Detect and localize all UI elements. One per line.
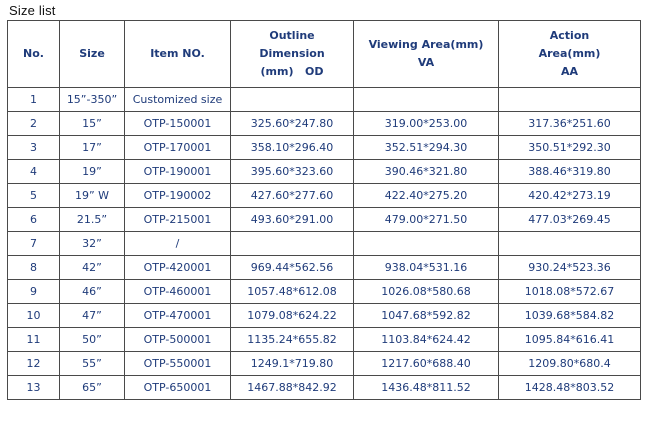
- cell-outline-dimension: [231, 88, 354, 112]
- header-size: Size: [60, 21, 125, 88]
- cell-outline-dimension: 325.60*247.80: [231, 112, 354, 136]
- cell-size: 55”: [60, 352, 125, 376]
- table-row: [8, 112, 641, 136]
- table-row: [8, 208, 641, 232]
- cell-viewing-area: 422.40*275.20: [354, 184, 499, 208]
- cell-viewing-area: 390.46*321.80: [354, 160, 499, 184]
- size-list-table: [7, 20, 641, 400]
- cell-outline-dimension: 427.60*277.60: [231, 184, 354, 208]
- cell-outline-dimension: [231, 232, 354, 256]
- cell-no: 12: [8, 352, 60, 376]
- cell-viewing-area: 1436.48*811.52: [354, 376, 499, 400]
- table-row: [8, 160, 641, 184]
- header-viewing-line1: Viewing Area(mm): [368, 38, 484, 51]
- cell-action-area: [499, 88, 641, 112]
- cell-size: 17”: [60, 136, 125, 160]
- cell-no: 10: [8, 304, 60, 328]
- cell-action-area: 317.36*251.60: [499, 112, 641, 136]
- page-title: Size list: [9, 3, 56, 18]
- cell-size: 19”: [60, 160, 125, 184]
- cell-item-no: OTP-500001: [125, 328, 231, 352]
- table-header-row: [8, 21, 641, 88]
- cell-action-area: 1209.80*680.4: [499, 352, 641, 376]
- header-viewing-line2: VA: [417, 56, 435, 69]
- cell-action-area: 350.51*292.30: [499, 136, 641, 160]
- header-action-line1: Action: [549, 29, 590, 42]
- header-action-line3: AA: [560, 65, 579, 78]
- table-row: [8, 136, 641, 160]
- header-item-no: Item NO.: [125, 21, 231, 88]
- cell-item-no: OTP-170001: [125, 136, 231, 160]
- cell-outline-dimension: 1467.88*842.92: [231, 376, 354, 400]
- table-row: [8, 280, 641, 304]
- cell-no: 11: [8, 328, 60, 352]
- cell-action-area: 1039.68*584.82: [499, 304, 641, 328]
- cell-viewing-area: 1217.60*688.40: [354, 352, 499, 376]
- table-row: [8, 184, 641, 208]
- cell-no: 7: [8, 232, 60, 256]
- cell-outline-dimension: 1079.08*624.22: [231, 304, 354, 328]
- cell-item-no: OTP-190001: [125, 160, 231, 184]
- cell-viewing-area: 319.00*253.00: [354, 112, 499, 136]
- cell-no: 3: [8, 136, 60, 160]
- cell-no: 2: [8, 112, 60, 136]
- cell-item-no: OTP-470001: [125, 304, 231, 328]
- cell-viewing-area: 1103.84*624.42: [354, 328, 499, 352]
- cell-action-area: 420.42*273.19: [499, 184, 641, 208]
- cell-viewing-area: 479.00*271.50: [354, 208, 499, 232]
- table-row: [8, 376, 641, 400]
- cell-outline-dimension: 1249.1*719.80: [231, 352, 354, 376]
- cell-outline-dimension: 493.60*291.00: [231, 208, 354, 232]
- cell-no: 8: [8, 256, 60, 280]
- cell-no: 5: [8, 184, 60, 208]
- cell-size: 19” W: [60, 184, 125, 208]
- cell-size: 47”: [60, 304, 125, 328]
- cell-action-area: 1428.48*803.52: [499, 376, 641, 400]
- cell-no: 9: [8, 280, 60, 304]
- cell-item-no: OTP-190002: [125, 184, 231, 208]
- header-outline-line2: Dimension: [259, 47, 325, 60]
- cell-item-no: OTP-420001: [125, 256, 231, 280]
- cell-viewing-area: [354, 232, 499, 256]
- cell-viewing-area: [354, 88, 499, 112]
- cell-outline-dimension: 969.44*562.56: [231, 256, 354, 280]
- cell-viewing-area: 1047.68*592.82: [354, 304, 499, 328]
- cell-item-no: OTP-150001: [125, 112, 231, 136]
- cell-no: 4: [8, 160, 60, 184]
- table-row: [8, 232, 641, 256]
- cell-no: 13: [8, 376, 60, 400]
- cell-action-area: 477.03*269.45: [499, 208, 641, 232]
- cell-item-no: OTP-215001: [125, 208, 231, 232]
- cell-action-area: 930.24*523.36: [499, 256, 641, 280]
- cell-size: 21.5”: [60, 208, 125, 232]
- cell-viewing-area: 1026.08*580.68: [354, 280, 499, 304]
- header-action-line2: Area(mm): [538, 47, 601, 60]
- cell-viewing-area: 938.04*531.16: [354, 256, 499, 280]
- cell-outline-dimension: 395.60*323.60: [231, 160, 354, 184]
- cell-viewing-area: 352.51*294.30: [354, 136, 499, 160]
- cell-size: 32”: [60, 232, 125, 256]
- cell-item-no: OTP-550001: [125, 352, 231, 376]
- cell-no: 1: [8, 88, 60, 112]
- cell-item-no: OTP-460001: [125, 280, 231, 304]
- cell-item-no: Customized size: [125, 88, 231, 112]
- header-outline-dimension: [231, 21, 354, 88]
- cell-size: 15”-350”: [60, 88, 125, 112]
- cell-action-area: 1018.08*572.67: [499, 280, 641, 304]
- header-action-area: [499, 21, 641, 88]
- table-row: [8, 88, 641, 112]
- cell-action-area: [499, 232, 641, 256]
- table-body: [8, 88, 641, 400]
- cell-size: 50”: [60, 328, 125, 352]
- header-viewing-area: [354, 21, 499, 88]
- cell-size: 65”: [60, 376, 125, 400]
- cell-outline-dimension: 1135.24*655.82: [231, 328, 354, 352]
- cell-outline-dimension: 1057.48*612.08: [231, 280, 354, 304]
- header-outline-line3: (mm) OD: [260, 65, 324, 78]
- cell-item-no: OTP-650001: [125, 376, 231, 400]
- cell-action-area: 388.46*319.80: [499, 160, 641, 184]
- table-row: [8, 352, 641, 376]
- table-row: [8, 328, 641, 352]
- table-row: [8, 256, 641, 280]
- cell-size: 15”: [60, 112, 125, 136]
- cell-no: 6: [8, 208, 60, 232]
- cell-size: 42”: [60, 256, 125, 280]
- cell-outline-dimension: 358.10*296.40: [231, 136, 354, 160]
- header-no: No.: [8, 21, 60, 88]
- header-outline-line1: Outline: [269, 29, 315, 42]
- table-row: [8, 304, 641, 328]
- cell-action-area: 1095.84*616.41: [499, 328, 641, 352]
- cell-item-no: /: [125, 232, 231, 256]
- cell-size: 46”: [60, 280, 125, 304]
